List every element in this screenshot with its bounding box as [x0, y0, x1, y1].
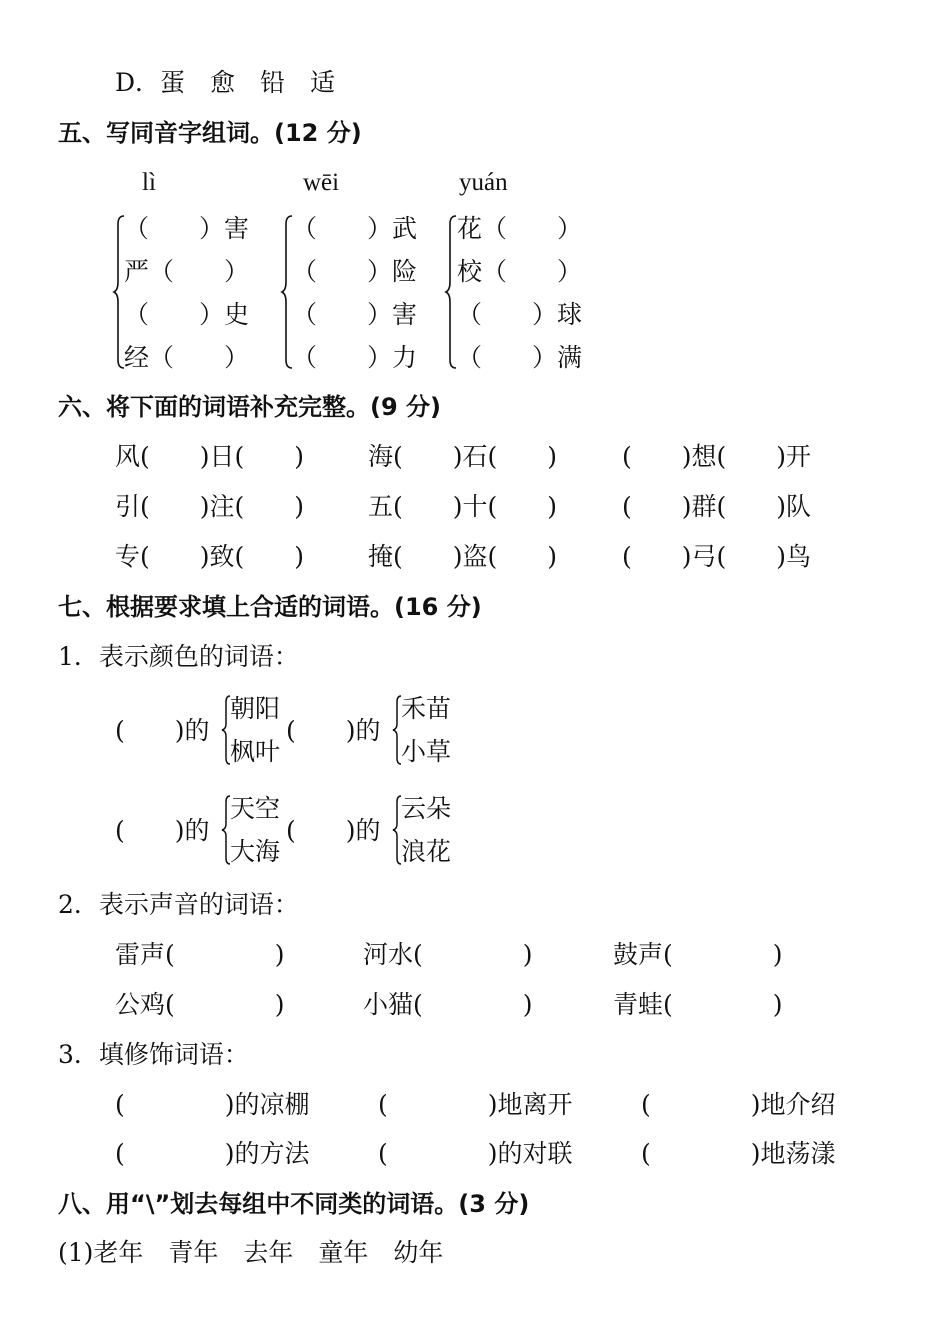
s6-r3-c2: 掩( )盗( ): [368, 542, 558, 571]
color-blank-3: ( )的: [115, 816, 210, 845]
sound-r1-c1: 雷声( ): [115, 940, 285, 969]
s7-q2-label: 2．表示声音的词语：: [58, 890, 299, 919]
color-pair-4-a: 云朵: [401, 794, 452, 823]
s6-r3-c3: ( )弓( )鸟: [622, 542, 812, 571]
color-pair-1-a: 朝阳: [230, 694, 281, 723]
g2-item-1: （ ）武: [292, 214, 418, 243]
s8-item-1: (1)老年 青年 去年 童年 幼年: [58, 1238, 444, 1267]
g2-item-2: （ ）险: [292, 257, 418, 286]
color-pair-1-b: 枫叶: [230, 737, 281, 766]
section-7-title: 七、根据要求填上合适的词语。(16 分): [58, 593, 482, 621]
color-blank-1: ( )的: [115, 716, 210, 745]
section-8-title: 八、用“\”划去每组中不同类的词语。(3 分): [58, 1190, 530, 1218]
section-6-title: 六、将下面的词语补充完整。(9 分): [58, 393, 441, 421]
brace-group-3: [444, 214, 458, 370]
g1-item-2: 严（ ）: [124, 257, 250, 286]
g1-item-3: （ ）史: [124, 300, 250, 329]
sound-r2-c2: 小猫( ): [363, 990, 533, 1019]
mod-r2-c1: ( )的方法: [115, 1139, 310, 1168]
g3-item-3: （ ）球: [457, 300, 583, 329]
sound-r2-c1: 公鸡( ): [115, 990, 285, 1019]
g2-item-3: （ ）害: [292, 300, 418, 329]
sound-r2-c3: 青蛙( ): [613, 990, 783, 1019]
color-pair-2-b: 小草: [401, 737, 452, 766]
g1-item-1: （ ）害: [124, 214, 250, 243]
mod-r2-c2: ( )的对联: [378, 1139, 573, 1168]
color-pair-2-a: 禾苗: [401, 694, 452, 723]
g3-item-4: （ ）满: [457, 343, 583, 372]
color-pair-4-b: 浪花: [401, 837, 452, 866]
section-5-title: 五、写同音字组词。(12 分): [58, 119, 362, 147]
sound-r1-c3: 鼓声( ): [613, 940, 783, 969]
s6-r1-c1: 风( )日( ): [115, 442, 305, 471]
pinyin-wei: wēi: [303, 169, 340, 196]
s6-r1-c2: 海( )石( ): [368, 442, 558, 471]
color-pair-3-b: 大海: [230, 837, 281, 866]
s6-r2-c2: 五( )十( ): [368, 492, 558, 521]
option-d: D．蛋 愈 铅 适: [115, 68, 336, 97]
mod-r1-c1: ( )的凉棚: [115, 1090, 310, 1119]
color-blank-2: ( )的: [286, 716, 381, 745]
g1-item-4: 经（ ）: [124, 343, 250, 372]
s6-r3-c1: 专( )致( ): [115, 542, 305, 571]
s7-q3-label: 3．填修饰词语：: [58, 1040, 249, 1069]
mod-r1-c3: ( )地介绍: [641, 1090, 836, 1119]
s6-r1-c3: ( )想( )开: [622, 442, 812, 471]
pinyin-yuan: yuán: [459, 169, 508, 196]
s7-q1-label: 1．表示颜色的词语：: [58, 642, 299, 671]
mod-r2-c3: ( )地荡漾: [641, 1139, 836, 1168]
color-pair-3-a: 天空: [230, 794, 281, 823]
s6-r2-c3: ( )群( )队: [622, 492, 812, 521]
g2-item-4: （ ）力: [292, 343, 418, 372]
g3-item-1: 花（ ）: [457, 214, 583, 243]
s6-r2-c1: 引( )注( ): [115, 492, 305, 521]
g3-item-2: 校（ ）: [457, 257, 583, 286]
sound-r1-c2: 河水( ): [363, 940, 533, 969]
color-blank-4: ( )的: [286, 816, 381, 845]
pinyin-li: lì: [142, 169, 156, 196]
mod-r1-c2: ( )地离开: [378, 1090, 573, 1119]
